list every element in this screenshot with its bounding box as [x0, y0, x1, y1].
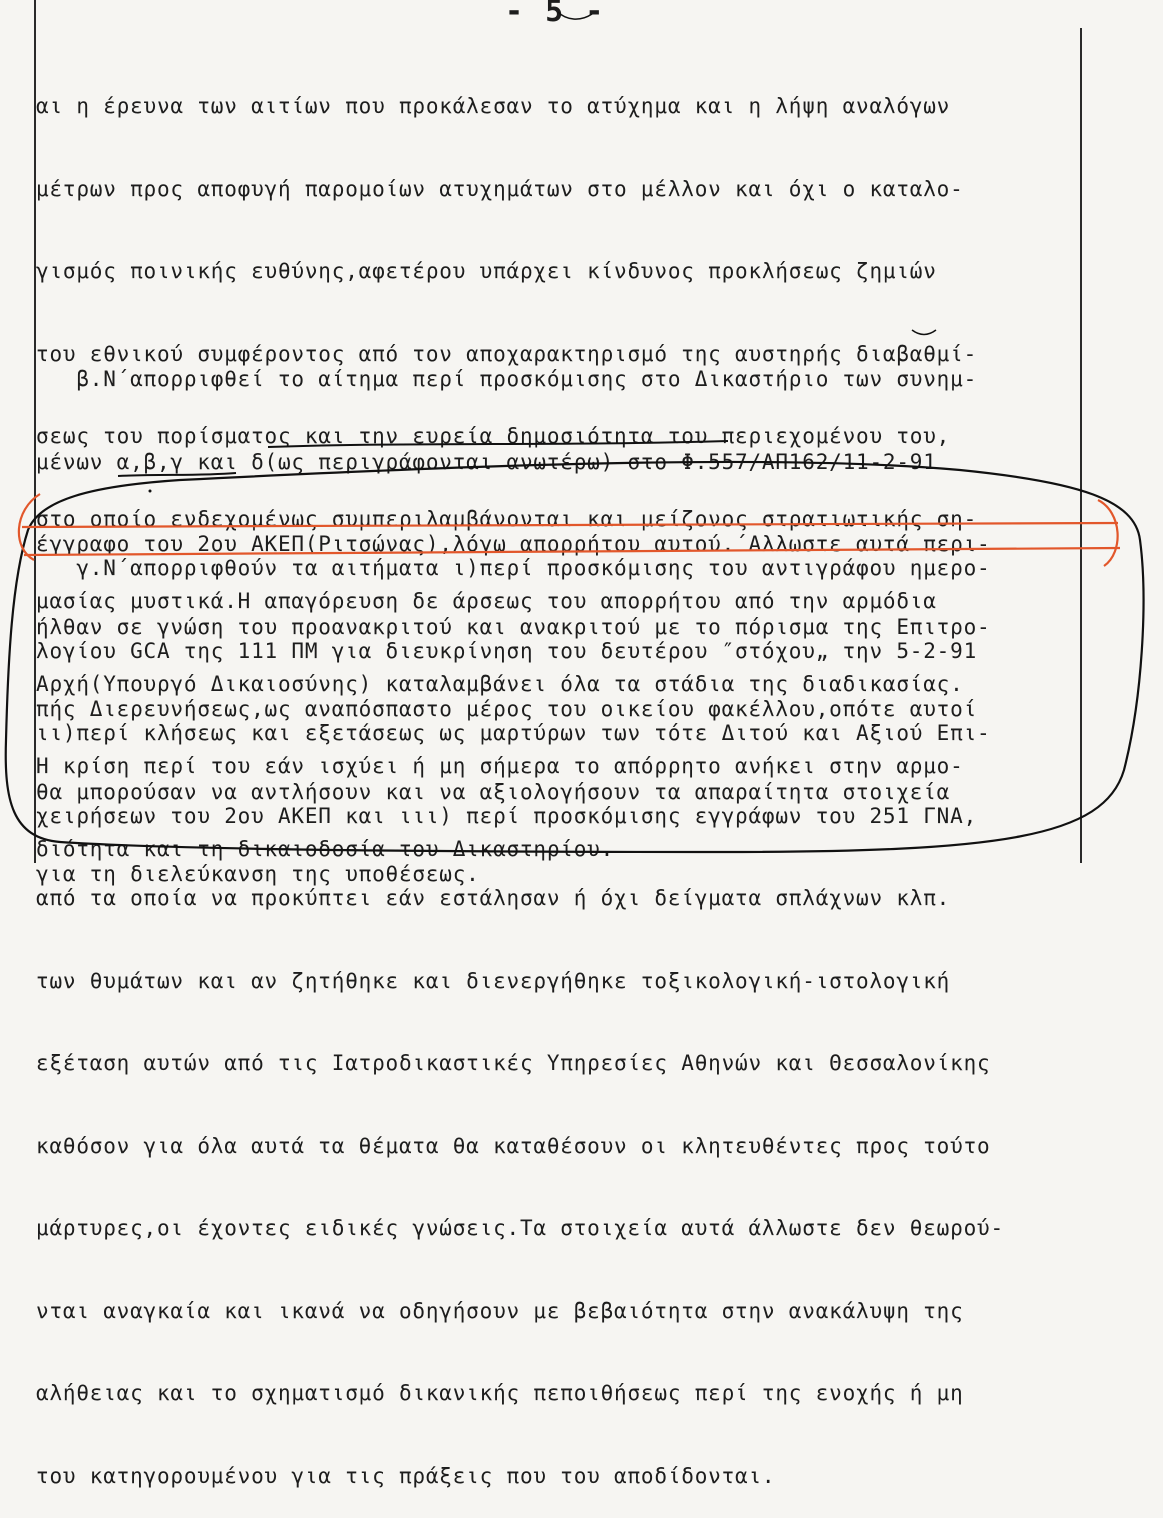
text-line: χειρήσεων του 2ου ΑΚΕΠ και ιιι) περί προσκόμισης εγγράφων του 251 ΓΝΑ,	[36, 803, 978, 828]
text-line: διότητα και τη δικαιοδοσία του Δικαστηρίου.	[36, 836, 615, 861]
text-line: γισμός ποινικής ευθύνης,αφετέρου υπάρχει κίνδυνος προκλήσεως ζημιών	[36, 259, 937, 283]
text-line: στο οποίο ενδεχομένως συμπεριλαμβάνονται και μείζονος στρατιωτικής ση-	[36, 506, 978, 531]
text-line: εξέταση αυτών από τις Ιατροδικαστικές Υπηρεσίες Αθηνών και Θεσσαλονίκης	[36, 1051, 991, 1075]
text-line: σεως του πορίσματος και την ευρεία δημοσιότητα του περιεχομένου του,	[36, 424, 951, 448]
text-line: των θυμάτων και αν ζητήθηκε και διενεργήθηκε τοξικολογική-ιστολογική	[36, 968, 951, 993]
text-line: από τα οποία να προκύπτει εάν εστάλησαν ή όχι δείγματα σπλάχνων κλπ.	[36, 886, 951, 910]
text-line: καθόσον για όλα αυτά τα θέματα θα καταθέσουν οι κλητευθέντες προς τούτο	[36, 1133, 991, 1158]
red-bracket-right	[1098, 500, 1118, 566]
text-line: μασίας μυστικά.Η απαγόρευση δε άρσεως του απορρήτου από την αρμόδια	[36, 589, 937, 613]
text-line: του εθνικού συμφέροντος από τον αποχαρακτηρισμό της αυστηρής διαβαθμί-	[36, 341, 978, 366]
text-line: του κατηγορουμένου για τις πράξεις που του αποδίδονται.	[36, 1463, 776, 1488]
text-line: πής Διερευνήσεως,ως αναπόσπαστο μέρος του οικείου φακέλλου,οπότε αυτοί	[36, 697, 978, 721]
text-line: γ.Ν΄απορριφθούν τα αιτήματα ι)περί προσκόμισης του αντιγράφου ημερο-	[36, 556, 991, 580]
text-line: ήλθαν σε γνώση του προανακριτού και ανακριτού με το πόρισμα της Επιτρο-	[36, 614, 991, 639]
text-line: μάρτυρες,οι έχοντες ειδικές γνώσεις.Τα στοιχεία αυτά άλλωστε δεν θεωρού-	[36, 1216, 1004, 1240]
text-line: μέτρων προς αποφυγή παρομοίων ατυχημάτων στο μέλλον και όχι ο καταλο-	[36, 176, 964, 201]
page-number: - 5 -	[505, 0, 606, 29]
text-line: λογίου GCA της 111 ΠΜ για διευκρίνηση του δευτέρου ″στόχου„ την 5-2-91	[36, 638, 978, 663]
text-line: β.Ν΄απορριφθεί το αίτημα περί προσκόμισης στο Δικαστήριο των συνημ-	[36, 367, 978, 391]
text-line: έγγραφο του 2ου ΑΚΕΠ(Ριτσώνας),λόγω απορρήτου αυτού.΄Αλλωστε αυτά περι-	[36, 532, 991, 556]
text-line: αι η έρευνα των αιτίων που προκάλεσαν το ατύχημα και η λήψη αναλόγων	[36, 94, 951, 118]
text-line: μένων α,β,γ και δ(ως περιγράφονται ανωτέρω) στο Φ.557/ΑΠ162/11-2-91	[36, 449, 937, 474]
text-line: ιι)περί κλήσεως και εξετάσεως ως μαρτύρων των τότε Διτού και Αξιού Επι-	[36, 721, 991, 745]
text-line: νται αναγκαία και ικανά να οδηγήσουν με βεβαιότητα στην ανακάλυψη της	[36, 1298, 964, 1323]
text-line: Αρχή(Υπουργό Δικαιοσύνης) καταλαμβάνει όλα τα στάδια της διαδικασίας.	[36, 671, 964, 696]
text-line: Η κρίση περί του εάν ισχύει ή μη σήμερα το απόρρητο ανήκει στην αρμο-	[36, 754, 964, 778]
text-line: για τη διελεύκανση της υποθέσεως.	[36, 862, 480, 886]
text-line: θα μπορούσαν να αντλήσουν και να αξιολογήσουν τα απαραίτητα στοιχεία	[36, 779, 951, 804]
text-line: αλήθειας και το σχηματισμό δικανικής πεποιθήσεως περί της ενοχής ή μη	[36, 1381, 964, 1405]
paragraph-3	[36, 500, 1096, 1518]
